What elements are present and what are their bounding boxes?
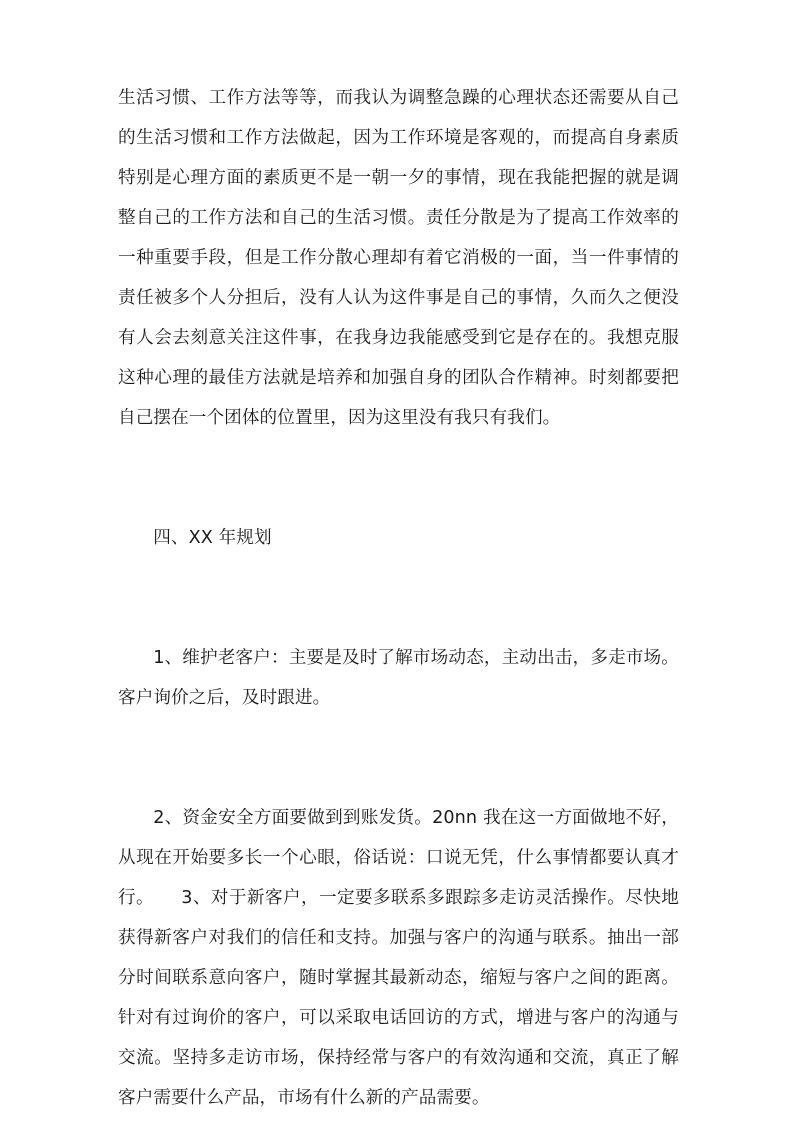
- paragraph-spacer-before-heading: [118, 438, 679, 518]
- list-item-2-and-3-funds-safety-and-new-customers: 2、资金安全方面要做到到账发货。20nn 我在这一方面做地不好，从现在开始要多长一个心眼，俗话说：口说无凭，什么事情都要认真才行。 3、对于新客户，一定要多联系多跟踪多走访灵活操作。尽快地获得新客户对我们的信任和支持。加强与客户的沟通与联系。抽出一部分时间联系意向客户，随时掌握其最新动态，缩短与客户之间的距离。针对有过询价的客户，可以采取电话回访的方式，增进与客户的沟通与交流。坚持多走访市场，保持经常与客户的有效沟通和交流，真正了解客户需要什么产品，市场有什么新的产品需要。: [118, 808, 679, 1108]
- paragraph-spacer-before-item-1: [118, 558, 679, 638]
- section-heading-year-plan: 四、XX 年规划: [153, 528, 272, 548]
- document-text-column: [118, 78, 679, 1118]
- paragraph-continued-body: 生活习惯、工作方法等等，而我认为调整急躁的心理状态还需要从自己的生活习惯和工作方法做起，因为工作环境是客观的，而提高自身素质特别是心理方面的素质更不是一朝一夕的事情，现在我能把握的就是调整自己的工作方法和自己的生活习惯。责任分散是为了提高工作效率的一种重要手段，但是工作分散心理却有着它消极的一面，当一件事情的责任被多个人分担后，没有人认为这件事是自己的事情，久而久之便没有人会去刻意关注这件事，在我身边我能感受到它是存在的。我想克服这种心理的最佳方法就是培养和加强自身的团队合作精神。时刻都要把自己摆在一个团体的位置里，因为这里没有我只有我们。: [118, 88, 679, 428]
- paragraph-spacer-before-item-2: [118, 718, 679, 798]
- list-item-1-maintain-existing-customers: 1、维护老客户：主要是及时了解市场动态，主动出击，多走市场。客户询价之后，及时跟进。: [118, 648, 679, 708]
